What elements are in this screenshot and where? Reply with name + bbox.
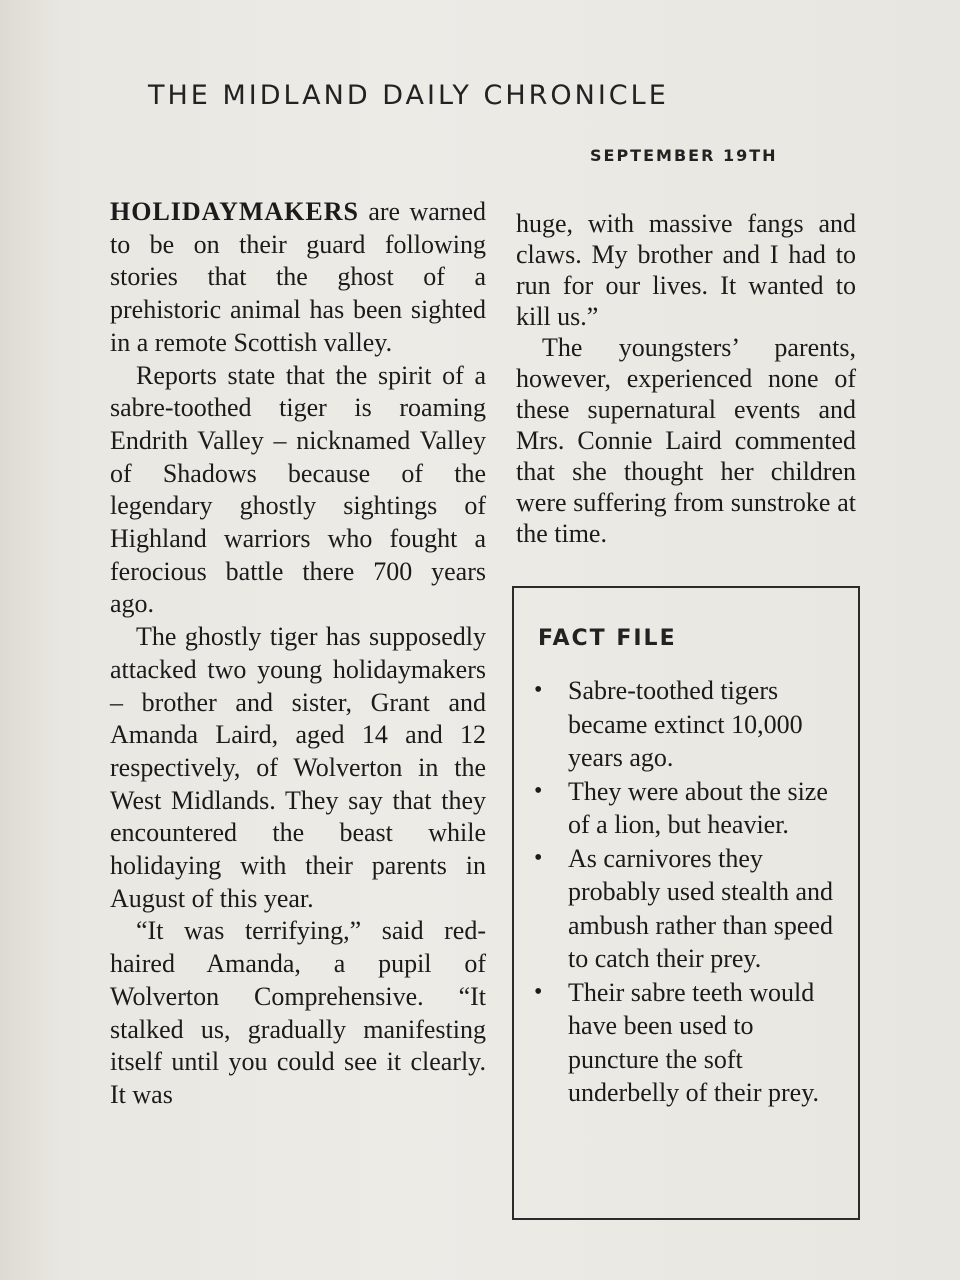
article-paragraph-2: Reports state that the spirit of a sabre-toothed tiger is roaming Endrith Valley – nicknamed Valley of Shadows because of the legendary ghostly sightings of Highland warriors who fought a ferocious battle there 700 years ago. (110, 360, 486, 619)
bullet-icon: • (534, 677, 543, 703)
article-paragraph-5: The youngsters’ parents, however, experienced none of these supernatural events and Mrs. Connie Laird commented that she thought her children were suffering from sunstroke at the time. (516, 333, 856, 548)
newspaper-title: THE MIDLAND DAILY CHRONICLE (148, 80, 669, 111)
article-paragraph-4-continued: huge, with massive fangs and claws. My brother and I had to run for our lives. It wanted to kill us.” (516, 209, 856, 331)
article-column-left (110, 196, 486, 1112)
article-paragraph-3: The ghostly tiger has supposedly attacked two young holidaymakers – brother and sister, Grant and Amanda Laird, aged 14 and 12 respectively, of Wolverton in the West Midlands. They say that they encountered the beast while holidaying with their parents in August of this year. (110, 622, 486, 913)
fact-item-text: As carnivores they probably used stealth and ambush rather than speed to catch their prey. (568, 843, 833, 973)
publication-date: SEPTEMBER 19TH (590, 146, 778, 165)
article-column-right (516, 208, 856, 549)
fact-item-text: Sabre-toothed tigers became extinct 10,000 years ago. (568, 676, 803, 772)
fact-file-list (530, 674, 850, 1110)
bullet-icon: • (534, 844, 543, 871)
article-paragraph-1 (110, 196, 486, 360)
fact-item-text: They were about the size of a lion, but heavier. (568, 776, 828, 839)
fact-item (530, 674, 850, 775)
fact-item (530, 842, 850, 976)
paragraph-1-text: are warned to be on their guard following stories that the ghost of a prehistoric animal has been sighted in a remote Scottish valley. (110, 197, 486, 357)
bullet-icon: • (534, 777, 543, 804)
fact-file-title: FACT FILE (538, 626, 677, 651)
article-paragraph-4: “It was terrifying,” said red-haired Amanda, a pupil of Wolverton Comprehensive. “It stalked us, gradually manifesting itself until you could see it clearly. It was (110, 916, 486, 1109)
fact-file-box (512, 586, 860, 1220)
fact-item (530, 775, 850, 842)
fact-item (530, 976, 850, 1110)
bullet-icon: • (534, 978, 543, 1005)
fact-item-text: Their sabre teeth would have been used to puncture the soft underbelly of their prey. (568, 977, 819, 1107)
lead-word: HOLIDAYMAKERS (110, 197, 359, 226)
